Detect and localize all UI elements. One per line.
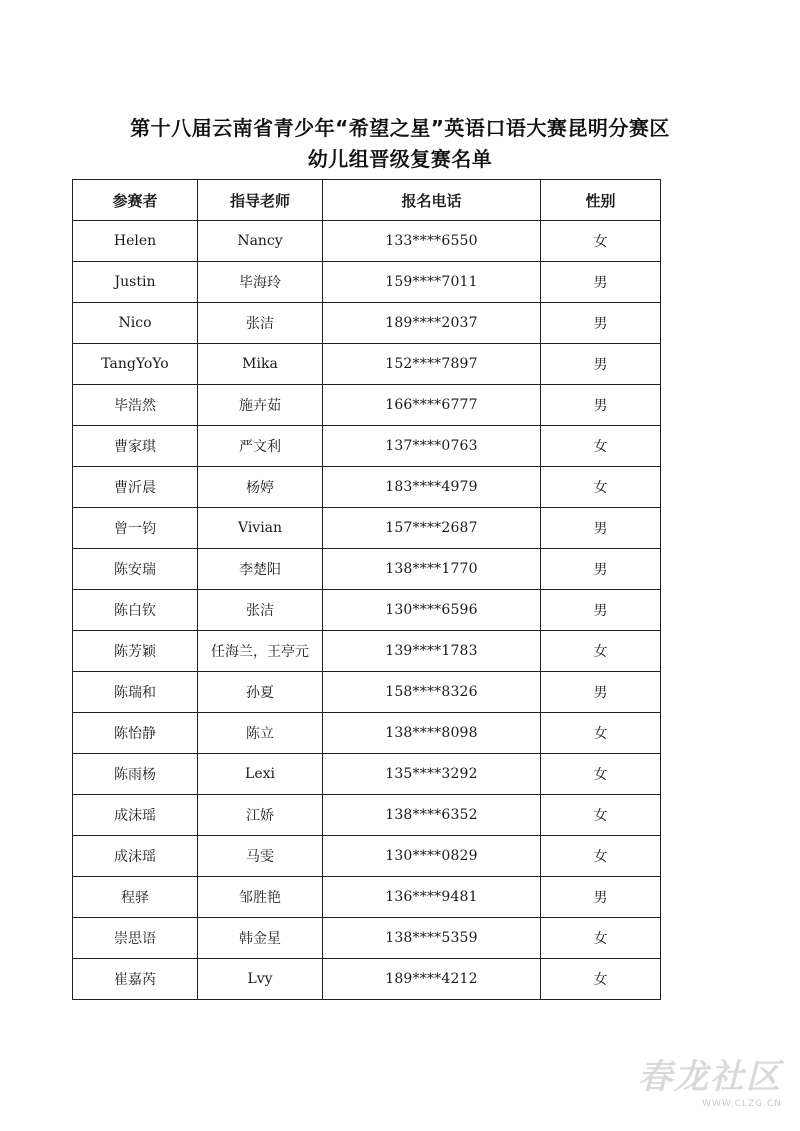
cell-instructor: Lexi [198, 754, 323, 795]
cell-phone: 138****6352 [323, 795, 541, 836]
cell-gender: 女 [541, 467, 661, 508]
cell-instructor: 施卉茹 [198, 385, 323, 426]
cell-phone: 133****6550 [323, 221, 541, 262]
table-row [73, 836, 661, 877]
table-row [73, 631, 661, 672]
cell-instructor: 孙夏 [198, 672, 323, 713]
cell-phone: 189****2037 [323, 303, 541, 344]
cell-participant: Nico [73, 303, 198, 344]
table-row [73, 754, 661, 795]
cell-instructor: 张洁 [198, 590, 323, 631]
table-body [73, 221, 661, 1000]
watermark-url: WWW.CLZG.CN [702, 1099, 782, 1109]
cell-gender: 男 [541, 672, 661, 713]
cell-participant: Helen [73, 221, 198, 262]
cell-participant: 崇思语 [73, 918, 198, 959]
cell-instructor: Vivian [198, 508, 323, 549]
cell-gender: 男 [541, 344, 661, 385]
cell-gender: 女 [541, 426, 661, 467]
cell-phone: 157****2687 [323, 508, 541, 549]
header-participant: 参赛者 [73, 180, 198, 221]
cell-gender: 女 [541, 713, 661, 754]
cell-phone: 166****6777 [323, 385, 541, 426]
table-row [73, 344, 661, 385]
table-row [73, 918, 661, 959]
cell-phone: 130****0829 [323, 836, 541, 877]
cell-instructor: 韩金星 [198, 918, 323, 959]
table-row [73, 877, 661, 918]
table-row [73, 426, 661, 467]
cell-participant: 崔嘉芮 [73, 959, 198, 1000]
table-row [73, 590, 661, 631]
cell-instructor: Lvy [198, 959, 323, 1000]
cell-phone: 158****8326 [323, 672, 541, 713]
cell-gender: 男 [541, 303, 661, 344]
cell-gender: 女 [541, 631, 661, 672]
cell-phone: 138****8098 [323, 713, 541, 754]
cell-participant: 成沫瑶 [73, 836, 198, 877]
cell-participant: 陈安瑞 [73, 549, 198, 590]
document-title: 第十八届云南省青少年“希望之星”英语口语大赛昆明分赛区 [130, 116, 670, 140]
cell-instructor: Nancy [198, 221, 323, 262]
cell-instructor: 李楚阳 [198, 549, 323, 590]
cell-phone: 152****7897 [323, 344, 541, 385]
cell-instructor: 毕海玲 [198, 262, 323, 303]
cell-gender: 女 [541, 795, 661, 836]
cell-participant: Justin [73, 262, 198, 303]
table-header-row [73, 180, 661, 221]
cell-phone: 137****0763 [323, 426, 541, 467]
cell-phone: 135****3292 [323, 754, 541, 795]
cell-participant: 陈雨杨 [73, 754, 198, 795]
cell-phone: 138****5359 [323, 918, 541, 959]
table-row [73, 221, 661, 262]
cell-instructor: 江娇 [198, 795, 323, 836]
cell-instructor: 马雯 [198, 836, 323, 877]
table-row [73, 672, 661, 713]
cell-instructor: 任海兰，王亭元 [198, 631, 323, 672]
cell-participant: 陈白钦 [73, 590, 198, 631]
cell-participant: 程驿 [73, 877, 198, 918]
table-row [73, 713, 661, 754]
cell-gender: 女 [541, 836, 661, 877]
site-watermark [612, 1057, 782, 1119]
cell-phone: 183****4979 [323, 467, 541, 508]
cell-phone: 159****7011 [323, 262, 541, 303]
cell-phone: 189****4212 [323, 959, 541, 1000]
cell-gender: 女 [541, 918, 661, 959]
cell-participant: 曾一钧 [73, 508, 198, 549]
watermark-logo-text: 春龙社区 [638, 1057, 782, 1097]
cell-participant: TangYoYo [73, 344, 198, 385]
table-row [73, 508, 661, 549]
cell-instructor: Mika [198, 344, 323, 385]
cell-participant: 陈怡静 [73, 713, 198, 754]
header-phone: 报名电话 [323, 180, 541, 221]
cell-gender: 女 [541, 754, 661, 795]
cell-participant: 陈芳颖 [73, 631, 198, 672]
table-row [73, 959, 661, 1000]
cell-instructor: 杨婷 [198, 467, 323, 508]
cell-instructor: 张洁 [198, 303, 323, 344]
cell-gender: 男 [541, 508, 661, 549]
cell-phone: 136****9481 [323, 877, 541, 918]
header-instructor: 指导老师 [198, 180, 323, 221]
cell-gender: 男 [541, 385, 661, 426]
cell-instructor: 邹胜艳 [198, 877, 323, 918]
cell-gender: 女 [541, 221, 661, 262]
cell-gender: 男 [541, 262, 661, 303]
cell-participant: 曹沂晨 [73, 467, 198, 508]
cell-participant: 成沫瑶 [73, 795, 198, 836]
cell-gender: 男 [541, 590, 661, 631]
cell-phone: 138****1770 [323, 549, 541, 590]
roster-table [72, 179, 661, 1000]
header-gender: 性别 [541, 180, 661, 221]
cell-participant: 曹家琪 [73, 426, 198, 467]
cell-phone: 130****6596 [323, 590, 541, 631]
cell-participant: 毕浩然 [73, 385, 198, 426]
cell-phone: 139****1783 [323, 631, 541, 672]
cell-gender: 男 [541, 877, 661, 918]
cell-participant: 陈瑞和 [73, 672, 198, 713]
table-row [73, 303, 661, 344]
document-subtitle: 幼儿组晋级复赛名单 [307, 147, 493, 171]
table-row [73, 467, 661, 508]
cell-gender: 女 [541, 959, 661, 1000]
cell-gender: 男 [541, 549, 661, 590]
table-row [73, 385, 661, 426]
table-row [73, 795, 661, 836]
table-row [73, 262, 661, 303]
cell-instructor: 严文利 [198, 426, 323, 467]
cell-instructor: 陈立 [198, 713, 323, 754]
table-row [73, 549, 661, 590]
